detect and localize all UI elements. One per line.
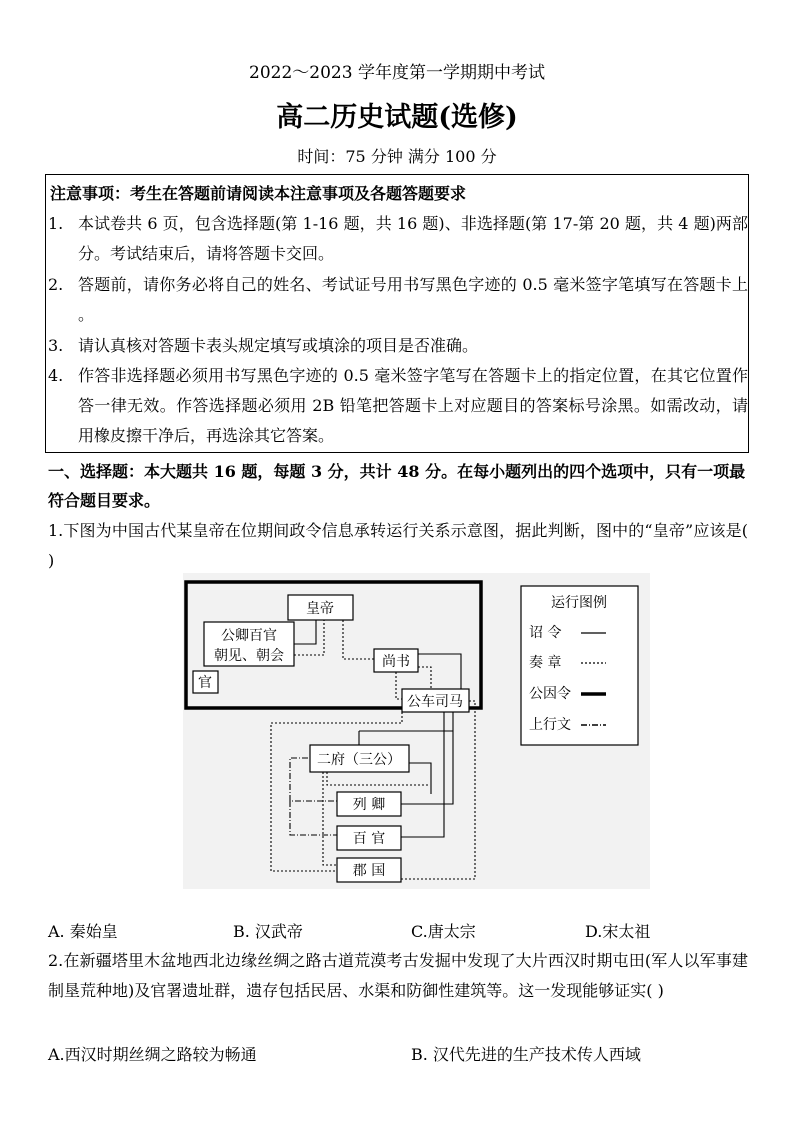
section-heading: 一、选择题：本大题共 16 题，每题 3 分，共计 48 分。在每小题列出的四个选项中，只有一项最符合题目要求。 — [48, 462, 746, 510]
notice-heading: 注意事项：考生在答题前请阅读本注意事项及各题答题要求 — [50, 184, 467, 203]
notice-item — [48, 331, 748, 361]
diagram-lieqing: 列 卿 — [352, 797, 386, 813]
legend-title: 运行图例 — [551, 595, 607, 611]
legend-upward-label: 上行文 — [529, 717, 571, 733]
notice-item-number: 3. — [48, 336, 64, 355]
notice-item-text: 请认真核对答题卡表头规定填写或填涂的项目是否准确。 — [78, 336, 479, 355]
notice-item-number: 4. — [48, 366, 64, 385]
question-2-stem: 2.在新疆塔里木盆地西北边缘丝绸之路古道荒漠考古发掘中发现了大片西汉时期屯田(军人以军事建制垦荒种地)及官署遗址群，遗存包括民居、水渠和防御性建筑等。这一发现能够证实( ) — [48, 951, 748, 1000]
diagram-emperor: 皇帝 — [306, 601, 334, 617]
question-1-option-d: D.宋太祖 — [585, 922, 651, 941]
question-1-option-a: A. 秦始皇 — [48, 922, 118, 941]
question-1-stem: 1.下图为中国古代某皇帝在位期间政令信息承转运行关系示意图，据此判断，图中的“皇帝”应该是( ) — [48, 521, 748, 570]
exam-time-line: 时间：75 分钟 满分 100 分 — [297, 147, 497, 166]
notice-item — [48, 209, 748, 269]
notice-item-number: 1. — [48, 214, 64, 233]
legend-edict-label: 诏 令 — [529, 625, 562, 641]
diagram-erfu: 二府（三公） — [317, 752, 401, 768]
exam-title: 高二历史试题(选修) — [276, 102, 518, 133]
notice-item — [48, 270, 748, 330]
notice-item-number: 2. — [48, 275, 64, 294]
governance-flow-diagram — [183, 573, 650, 889]
question-2-option-a: A.西汉时期丝绸之路较为畅通 — [48, 1045, 257, 1064]
legend-order-label: 公因令 — [529, 686, 571, 702]
diagram-junguo: 郡 国 — [352, 863, 386, 879]
notice-item-text: 答题前，请你务必将自己的姓名、考试证号用书写黑色字迹的 0.5 毫米签字笔填写在答题卡上 。 — [78, 275, 748, 324]
diagram-palace: 官 — [198, 675, 212, 691]
notice-box — [45, 174, 749, 453]
question-1-option-c: C.唐太宗 — [411, 922, 476, 941]
diagram-ministers-line2: 朝见、朝会 — [214, 648, 284, 664]
diagram-baiguan: 百 官 — [352, 831, 386, 847]
question-2-option-b: B. 汉代先进的生产技术传人西域 — [411, 1045, 641, 1064]
diagram-gongche: 公车司马 — [407, 694, 463, 710]
question-1-option-b: B. 汉武帝 — [233, 922, 303, 941]
notice-item — [48, 361, 748, 451]
legend-memorial-label: 奏 章 — [529, 655, 562, 671]
notice-item-text: 作答非选择题必须用书写黑色字迹的 0.5 毫米签字笔写在答题卡上的指定位置，在其它位置作答一律无效。作答选择题必须用 2B 铅笔把答题卡上对应题目的答案标号涂黑。如需改动，请用橡皮擦干净后，再选涂其它答案。 — [78, 366, 748, 445]
diagram-shangshu: 尚书 — [382, 654, 410, 670]
diagram-ministers-line1: 公卿百官 — [221, 628, 277, 644]
exam-year-line: 2022～2023 学年度第一学期期中考试 — [249, 63, 545, 83]
notice-item-text: 本试卷共 6 页，包含选择题(第 1-16 题，共 16 题)、非选择题(第 17-第 20 题，共 4 题)两部分。考试结束后，请将答题卡交回。 — [78, 214, 748, 263]
